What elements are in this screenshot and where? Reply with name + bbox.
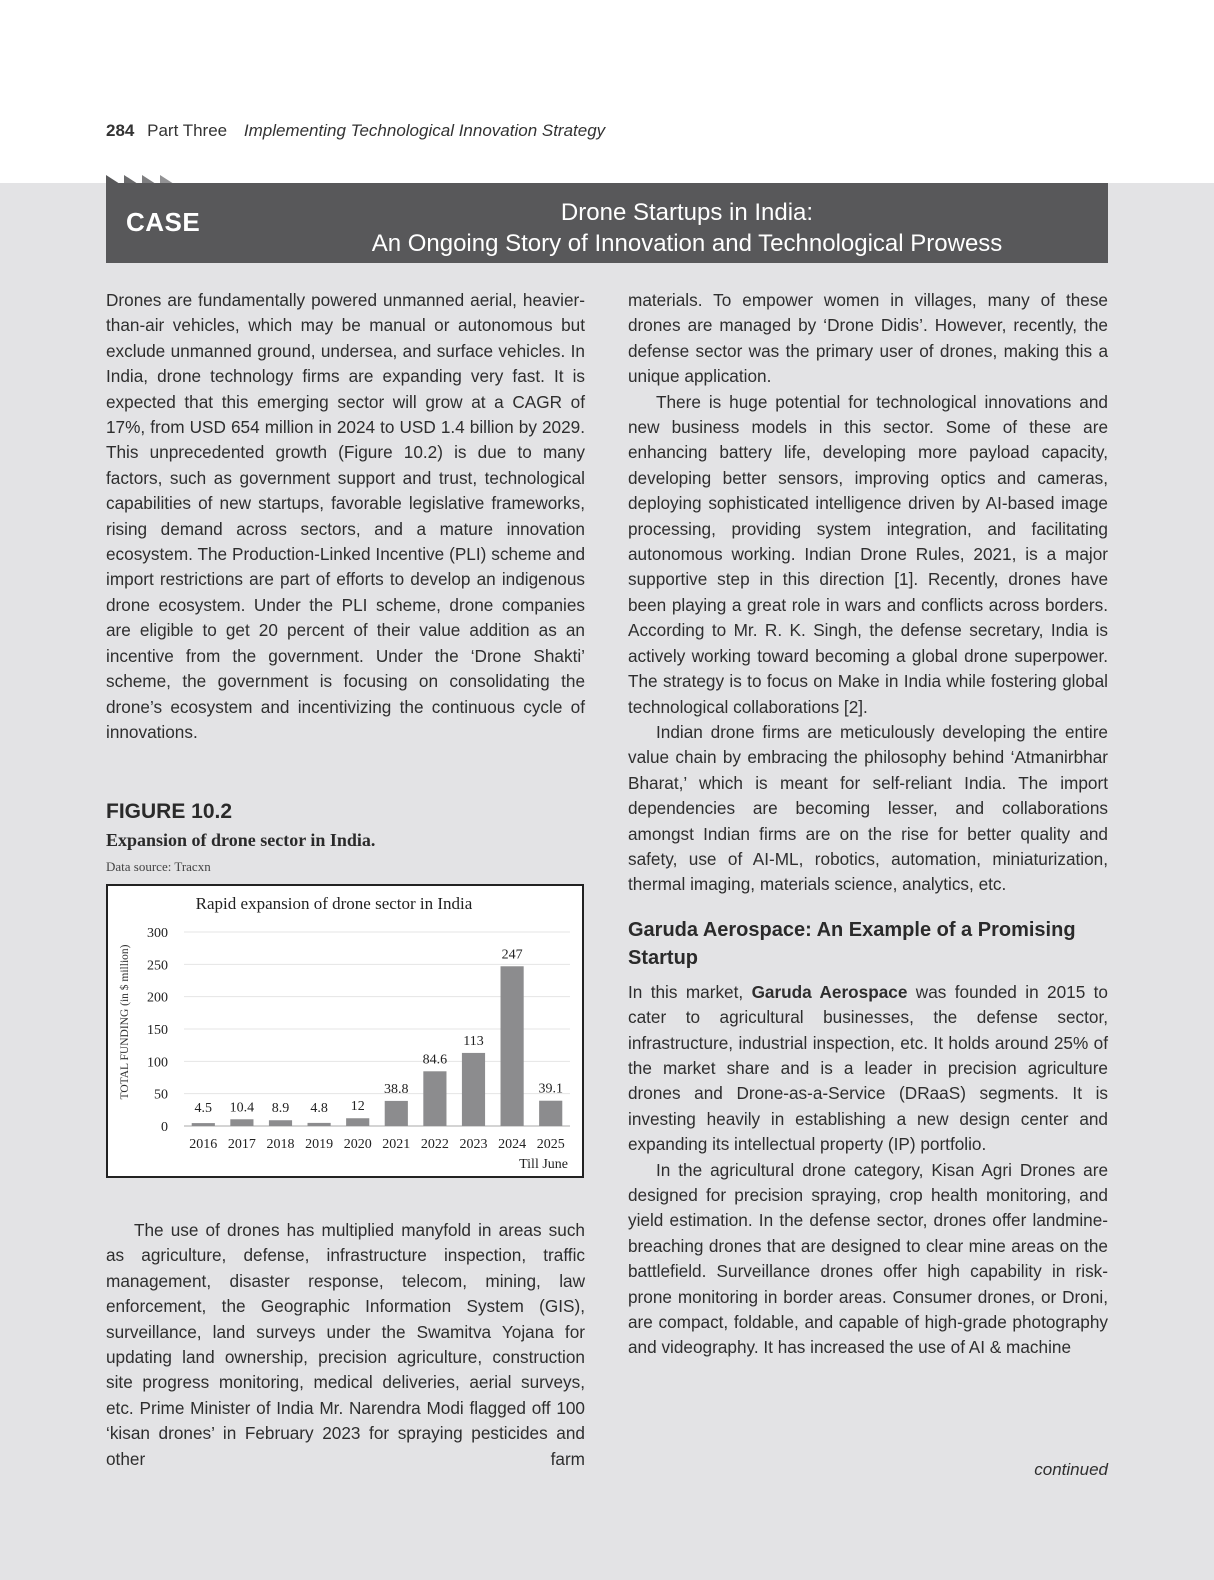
- continued-note: continued: [1034, 1460, 1108, 1479]
- y-tick-label: 250: [147, 958, 168, 974]
- x-tick-label: 2016: [189, 1137, 218, 1152]
- right-column: [628, 288, 1108, 1361]
- paragraph-garuda: [628, 980, 1108, 1158]
- y-tick-label: 0: [161, 1120, 168, 1135]
- garuda-company-name: Garuda Aerospace: [751, 981, 908, 1002]
- x-tick-label: 2019: [305, 1137, 334, 1152]
- paragraph-agri-drones: In the agricultural drone category, Kisan Agri Drones are designed for precision spraying, crop health monitoring, and yield estimation. In the defense sector, drones offer landmine-breaching drones that are designed to clear mine areas on the battlefield. Surveillance drones offer high capability in risk-prone monitoring in border areas. Consumer drones, or Droni, are compact, foldable, and capable of high-grade photography and videography. It has increased the use of AI & machine: [628, 1159, 1108, 1358]
- chart-bar: [269, 1120, 292, 1126]
- figure-source: Data source: Tracxn: [106, 859, 211, 874]
- chart-bar: [423, 1071, 446, 1126]
- x-tick-label: 2021: [382, 1137, 411, 1152]
- paragraph-potential: There is huge potential for technological innovations and new business models in this sector. Some of these are enhancing battery life, developing more payload capacity, developing better sensors, improving optics and cameras, deploying sophisticated intelligence driven by AI-based image processing, providing system integration, and facilitating autonomous working. Indian Drone Rules, 2021, is a major supportive step in this direction [1]. Recently, drones have been playing a great role in wars and conflicts across borders. According to Mr. R. K. Singh, the defense secretary, India is actively working toward becoming a global drone superpower. The strategy is to focus on Make in India while fostering global technological collaborations [2].: [628, 391, 1108, 717]
- figure-caption: Expansion of drone sector in India.: [106, 830, 376, 850]
- chart-bar: [385, 1101, 408, 1126]
- paragraph-value-chain: Indian drone firms are meticulously developing the entire value chain by embracing the philosophy behind ‘Atmanirbhar Bharat,’ which is meant for self-reliant India. The import dependencies are becoming lesser, and collaborations amongst Indian firms are on the rise for better quality and safety, use of AI-ML, robotics, automation, miniaturization, thermal imaging, materials science, analytics, etc.: [628, 721, 1108, 895]
- chart-x-note: Till June: [519, 1157, 568, 1172]
- chart-bar: [308, 1123, 331, 1126]
- paragraph-intro: Drones are fundamentally powered unmanned aerial, heavier-than-air vehicles, which may be manual or autonomous but exclude unmanned ground, undersea, and surface vehicles. In India, drone technology firms are expanding very fast. It is expected that this emerging sector will grow at a CAGR of 17%, from USD 654 million in 2024 to USD 1.4 billion by 2029. This unprecedented growth (Figure 10.2) is due to many factors, such as government support and trust, technological capabilities of new startups, favorable legislative frameworks, rising demand across sectors, and a mature innovation ecosystem. The Production-Linked Incentive (PLI) scheme and import restrictions are part of efforts to develop an indigenous drone ecosystem. Under the PLI scheme, drone companies are eligible to get 20 percent of their value addition as an incentive from the government. Under the ‘Drone Shakti’ scheme, the government is focusing on consolidating the drone’s ecosystem and incentivizing the continuous cycle of innovations.: [106, 290, 585, 742]
- x-tick-label: 2025: [536, 1137, 565, 1152]
- chart-bar: [192, 1123, 215, 1126]
- paragraph-uses-continued: materials. To empower women in villages, many of these drones are managed by ‘Drone Didis’. However, recently, the defense sector was the primary user of drones, making this a unique application.: [628, 290, 1108, 387]
- data-label: 247: [501, 947, 523, 963]
- chart-bar: [539, 1101, 562, 1126]
- data-label: 113: [463, 1033, 484, 1049]
- x-tick-label: 2023: [459, 1137, 488, 1152]
- figure-chart: [106, 884, 584, 1178]
- data-label: 39.1: [538, 1081, 563, 1097]
- data-label: 12: [350, 1099, 365, 1115]
- chart-bar: [462, 1053, 485, 1126]
- x-tick-label: 2017: [227, 1137, 256, 1152]
- x-tick-label: 2024: [498, 1137, 527, 1152]
- paragraph-uses: The use of drones has multiplied manyfold in areas such as agriculture, defense, infrastructure inspection, traffic management, disaster response, telecom, mining, law enforcement, the Geographic Information System (GIS), surveillance, land surveys under the Swamitva Yojana for updating land ownership, precision agriculture, construction site progress monitoring, medical deliveries, aerial surveys, etc. Prime Minister of India Mr. Narendra Modi flagged off 100 ‘kisan drones’ in February 2023 for spraying pesticides and other farm: [106, 1220, 585, 1469]
- chart-title: Rapid expansion of drone sector in India: [195, 894, 473, 913]
- case-title-line1: Drone Startups in India:: [560, 199, 814, 226]
- section-heading-garuda: Garuda Aerospace: An Example of a Promising Startup: [628, 918, 1076, 969]
- bar-chart: [108, 886, 582, 1176]
- x-tick-label: 2018: [266, 1137, 295, 1152]
- part-label: Part Three: [147, 121, 228, 140]
- y-tick-label: 50: [154, 1087, 168, 1103]
- case-label: CASE: [126, 207, 201, 237]
- data-label: 4.8: [310, 1101, 328, 1116]
- y-tick-label: 150: [147, 1023, 168, 1038]
- y-tick-label: 300: [147, 926, 168, 941]
- y-tick-label: 200: [147, 990, 168, 1006]
- chart-bar: [501, 966, 524, 1126]
- case-title: [306, 197, 1068, 259]
- data-label: 4.5: [194, 1101, 213, 1116]
- left-column-top: [106, 288, 585, 745]
- x-tick-label: 2020: [343, 1137, 372, 1152]
- garuda-text-post: was founded in 2015 to cater to agricultural businesses, the defense sector, infrastructure, industrial inspection, etc. It holds around 25% of the market share and is a leader in precision agriculture drones and Drone-as-a-Service (DRaaS) segments. It is investing heavily in establishing a new design center and expanding its intellectual property (IP) portfolio.: [628, 981, 1108, 1155]
- chart-bar: [230, 1119, 253, 1126]
- page-number: 284: [106, 121, 135, 140]
- running-header: [106, 121, 1006, 141]
- part-subtitle: Implementing Technological Innovation Strategy: [243, 121, 606, 140]
- case-title-line2: An Ongoing Story of Innovation and Technological Prowess: [371, 230, 1003, 257]
- left-column-bottom: [106, 1218, 585, 1472]
- data-label: 84.6: [422, 1052, 448, 1068]
- chart-bar: [346, 1118, 369, 1126]
- chart-y-axis-label: TOTAL FUNDING (in $ million): [119, 944, 131, 1100]
- data-label: 8.9: [271, 1101, 290, 1116]
- x-tick-label: 2022: [420, 1137, 449, 1152]
- case-banner: [106, 183, 1108, 263]
- y-tick-label: 100: [147, 1055, 168, 1071]
- data-label: 38.8: [384, 1081, 409, 1097]
- garuda-text-pre: In this market,: [628, 981, 752, 1002]
- figure-label: FIGURE 10.2: [106, 800, 233, 823]
- data-label: 10.4: [229, 1100, 255, 1116]
